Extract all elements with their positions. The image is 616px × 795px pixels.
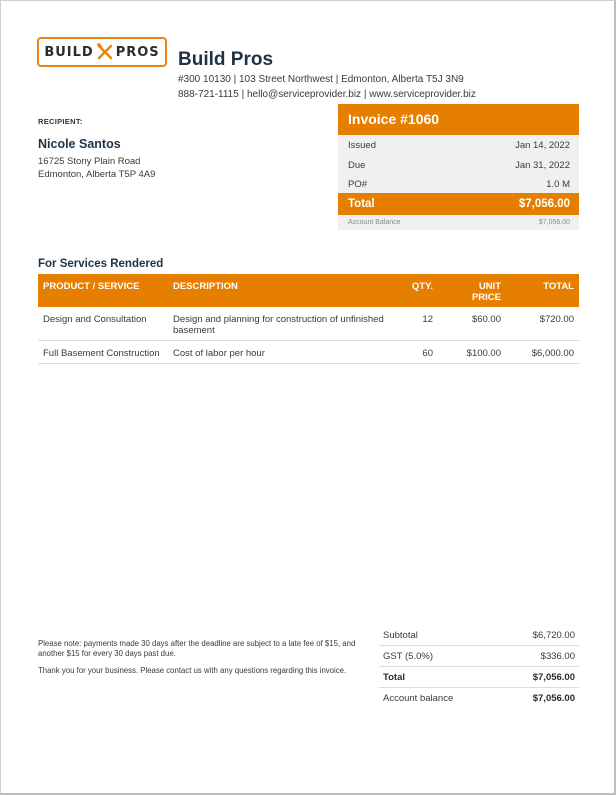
invoice-po-row: [338, 175, 579, 193]
invoice-total-value: $7,056.00: [518, 198, 570, 210]
row-total: $720.00: [506, 307, 579, 341]
header-product: PRODUCT / SERVICE: [38, 274, 168, 307]
account-balance-label: Account balance: [383, 693, 454, 704]
invoice-due-row: [338, 156, 579, 175]
total-value: $7,056.00: [532, 671, 575, 683]
company-name: Build Pros: [178, 49, 274, 70]
invoice-notes: [38, 639, 368, 676]
company-info: [178, 49, 476, 101]
subtotal-value: $6,720.00: [532, 629, 575, 641]
row-description: Design and planning for construction of unfinished basement: [168, 307, 393, 341]
gst-value: $336.00: [540, 650, 575, 662]
logo-word-right: PROS: [115, 44, 160, 60]
recipient-name: Nicole Santos: [38, 137, 121, 151]
header-total: TOTAL: [506, 274, 579, 307]
gst-label: GST (5.0%): [383, 650, 433, 662]
row-product: Design and Consultation: [38, 307, 168, 341]
row-description: Cost of labor per hour: [168, 341, 393, 364]
recipient-address-2: Edmonton, Alberta T5P 4A9: [38, 169, 156, 180]
header-qty: QTY.: [393, 274, 438, 307]
table-row: [38, 341, 579, 364]
invoice-total-label: Total: [348, 198, 375, 210]
row-unit-price: $100.00: [438, 341, 506, 364]
services-table: [38, 274, 579, 364]
total-label: Total: [383, 671, 405, 683]
header-description: DESCRIPTION: [168, 274, 393, 307]
invoice-balance-value: $7,056.00: [538, 219, 570, 226]
invoice-total-row: [338, 193, 579, 215]
hammer-wrench-icon: [96, 43, 114, 61]
due-label: Due: [348, 160, 366, 171]
recipient-label: RECIPIENT:: [38, 117, 83, 126]
services-header-row: [38, 274, 579, 307]
issued-value: Jan 14, 2022: [515, 140, 570, 151]
thank-you-note: Thank you for your business. Please contact us with any questions regarding this invoice.: [38, 666, 347, 675]
late-fee-note: Please note: payments made 30 days after the deadline are subject to a late fee of $15, and another $15 for every 30 days past due.: [38, 639, 356, 658]
header-unit-price-line1: UNIT: [478, 281, 501, 292]
account-balance-value: $7,056.00: [532, 693, 575, 704]
company-address: #300 10130 | 103 Street Northwest | Edmonton, Alberta T5J 3N9: [178, 74, 464, 85]
services-title: For Services Rendered: [38, 258, 164, 270]
gst-row: [379, 646, 579, 667]
due-value: Jan 31, 2022: [515, 160, 570, 171]
subtotal-row: [379, 625, 579, 646]
header-unit-price: [438, 274, 506, 307]
recipient-address-1: 16725 Stony Plain Road: [38, 156, 141, 167]
company-contact: 888-721-1115 | hello@serviceprovider.biz | www.serviceprovider.biz: [178, 89, 476, 100]
invoice-title: Invoice #1060: [338, 104, 579, 135]
row-total: $6,000.00: [506, 341, 579, 364]
recipient-block: [38, 117, 155, 181]
table-row: [38, 307, 579, 341]
po-value: 1.0 M: [546, 178, 570, 190]
header-unit-price-line2: PRICE: [471, 292, 501, 303]
totals-summary: [379, 625, 579, 709]
logo-word-left: BUILD: [44, 44, 94, 60]
invoice-issued-row: [338, 135, 579, 156]
invoice-summary-box: [338, 104, 579, 230]
issued-label: Issued: [348, 140, 376, 151]
invoice-balance-label: Account Balance: [348, 219, 401, 226]
row-unit-price: $60.00: [438, 307, 506, 341]
invoice-balance-row: [338, 215, 579, 230]
total-row: [379, 667, 579, 688]
company-logo: [37, 37, 167, 67]
account-balance-row: [379, 688, 579, 709]
row-qty: 60: [393, 341, 438, 364]
row-product: Full Basement Construction: [38, 341, 168, 364]
subtotal-label: Subtotal: [383, 629, 418, 641]
row-qty: 12: [393, 307, 438, 341]
po-label: PO#: [348, 178, 368, 190]
